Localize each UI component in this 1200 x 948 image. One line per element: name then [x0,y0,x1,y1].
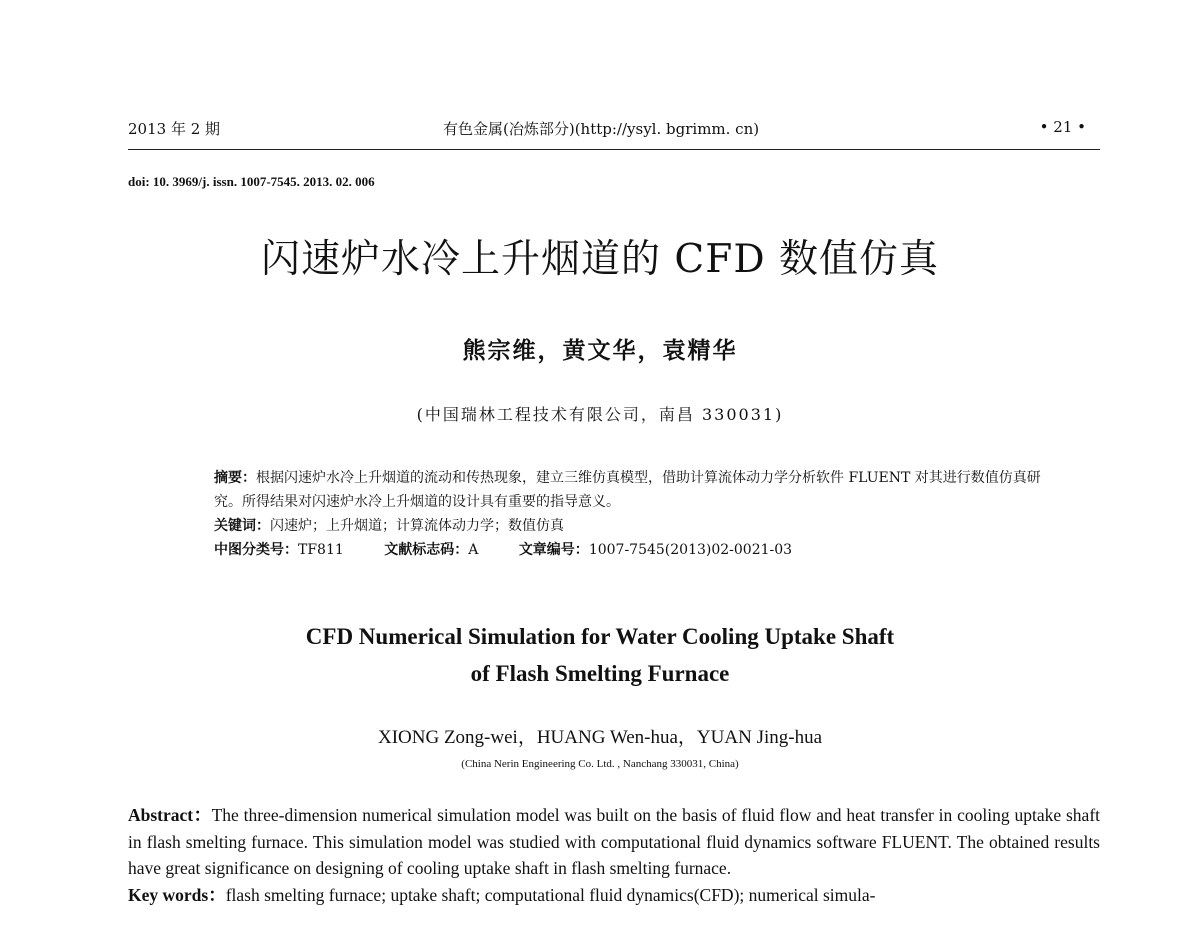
doi-line: doi: 10. 3969/j. issn. 1007-7545. 2013. 02. 006 [128,174,375,189]
page-number: • 21 • [1039,118,1086,136]
keywords-english-text: flash smelting furnace; uptake shaft; computational fluid dynamics(CFD); numerical simula- [225,884,876,905]
keywords-chinese-text: 闪速炉；上升烟道；计算流体动力学；数值仿真 [270,518,564,534]
clc-label: 中图分类号： [214,542,298,558]
classification-line [214,538,1044,562]
running-header [128,118,1100,144]
article-id-label: 文章编号： [518,542,589,558]
abstract-english [128,802,1100,882]
abstract-english-block [128,802,1100,908]
authors-english: XIONG Zong-wei，HUANG Wen-hua，YUAN Jing-hua [377,727,822,748]
article-id-value: 1007-7545(2013)02-0021-03 [588,542,793,558]
keywords-english-label: Key words： [128,884,226,905]
abstract-chinese-label: 摘要： [214,470,256,486]
affiliation-english: (China Nerin Engineering Co. Ltd. , Nanchang 330031, China) [461,758,739,770]
title-english-line1: CFD Numerical Simulation for Water Cooling Uptake Shaft [305,624,895,649]
clc-value: TF811 [298,542,344,558]
affiliation-chinese: (中国瑞林工程技术有限公司，南昌 330031) [416,405,784,424]
abstract-chinese-block [214,466,1044,562]
abstract-chinese-text: 根据闪速炉水冷上升烟道的流动和传热现象，建立三维仿真模型，借助计算流体动力学分析软件 FLUENT 对其进行数值仿真研究。所得结果对闪速炉水冷上升烟道的设计具有重要的指导意义。 [214,470,1041,510]
title-chinese: 闪速炉水冷上升烟道的 CFD 数值仿真 [261,237,939,282]
journal-name: 有色金属(冶炼部分)(http://ysyl. bgrimm. cn) [443,120,760,138]
abstract-english-label: Abstract： [128,805,212,825]
abstract-chinese [214,466,1044,514]
keywords-chinese-label: 关键词： [214,518,270,534]
issue-label: 2013 年 2 期 [128,120,221,138]
header-rule [128,149,1100,150]
keywords-english [128,882,1100,909]
abstract-english-text: The three-dimension numerical simulation model was built on the basis of fluid flow and heat transfer in cooling uptake shaft in flash smelting furnace. This simulation model was studied with computational fluid dynamics software FLUENT. The obtained results have great significance on designing of cooling uptake shaft in flash smelting furnace. [128,805,1101,878]
title-english-line2: of Flash Smelting Furnace [470,661,730,686]
authors-chinese: 熊宗维，黄文华，袁精华 [462,337,738,364]
doc-code-value: A [468,542,479,558]
title-english [0,618,1200,692]
keywords-chinese [214,514,1044,538]
doc-code-label: 文献标志码： [384,542,469,558]
